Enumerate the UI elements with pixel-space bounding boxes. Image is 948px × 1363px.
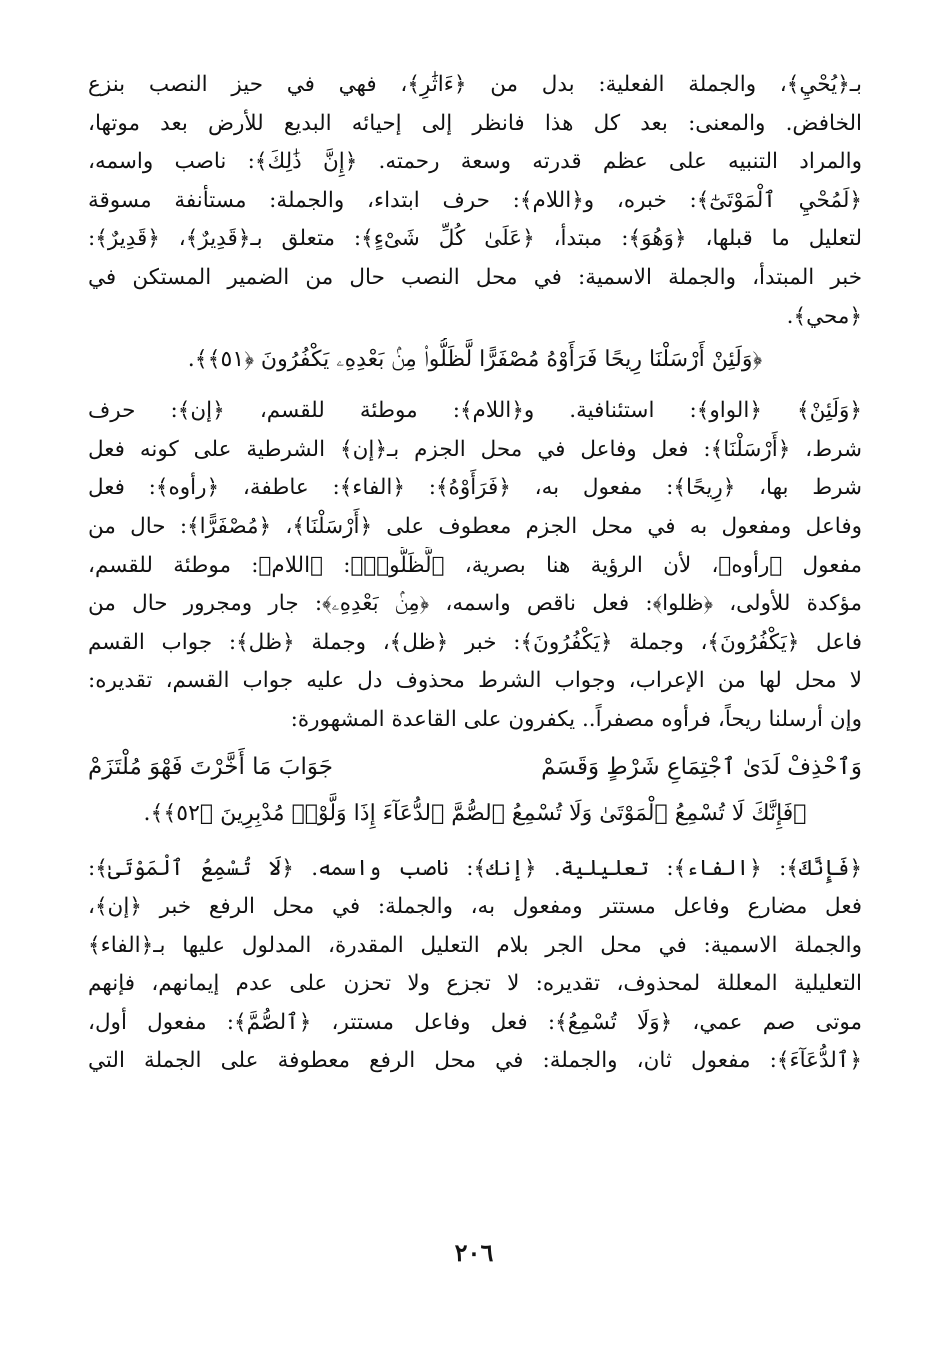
text-line: والجملة الاسمية: في محل الجر بلام التعليل المقدرة، المدلول عليها بـ﴿الفاء﴾ — [88, 932, 862, 958]
text-line: لتعليل ما قبلها، ﴿وَهُوَ﴾: مبتدأ، ﴿عَلَىٰ كُلِّ شَىْءٍ﴾: متعلق بـ﴿قَدِيرٌ﴾، ﴿قَدِيرٌ﴾: — [88, 226, 862, 252]
text-line: ﴿لَمُحْيِ ٱلْمَوْتَىٰٓ﴾: خبره، و﴿اللام﴾: حرف ابتداء، والجملة: مستأنفة مسوقة — [88, 187, 862, 213]
text-line: والمراد التنبيه على عظم قدرته وسعة رحمته. ﴿إِنَّ ذَٰلِكَ﴾: ناصب واسمه، — [88, 149, 862, 175]
text-line: ﴿ٱلدُّعَآءَ﴾: مفعول ثان، والجملة: في محل الرفع معطوفة على الجملة التي — [88, 1048, 862, 1074]
quran-verse-52: ﴿فَإِنَّكَ لَا تُسْمِعُ ٱلْمَوْتَىٰ وَلَا تُسْمِعُ ٱلصُّمَّ ٱلدُّعَآءَ إِذَا وَلَّوْا۟ مُدْبِرِينَ ﴿٥٢﴾﴾. — [143, 800, 807, 826]
paragraph-2 — [88, 392, 862, 739]
text-line: فعل مضارع وفاعل مستتر ومفعول به، والجملة: في محل الرفع خبر ﴿إن﴾، — [88, 894, 862, 920]
page-number: ٢٠٦ — [454, 1238, 494, 1267]
text-line: شرط بها، ﴿رِيحًا﴾: مفعول به، ﴿فَرَأَوْهُ﴾: ﴿الفاء﴾: عاطفة، ﴿رأوه﴾: فعل — [88, 475, 862, 501]
poetry-first-half: وَٱحْذِفْ لَدَىٰ ٱجْتِمَاعِ شَرْطٍ وَقَسَمْ — [541, 753, 862, 780]
page-body — [88, 66, 862, 1081]
poetry-verse — [88, 744, 862, 790]
text-line: لا محل لها من الإعراب، وجواب الشرط محذوف دل عليه جواب القسم، تقديره: — [88, 668, 862, 694]
text-line: مؤكدة للأولى، ﴿ظلوا﴾: فعل ناقص واسمه، ﴿مِنۢ بَعْدِهِۦ﴾: جار ومجرور حال من — [88, 591, 862, 617]
text-line: مفعول ﴿رأوه﴾، لأن الرؤية هنا بصرية، ﴿لَّظَلُّوا۟﴾: ﴿اللام﴾: موطئة للقسم، — [88, 552, 862, 578]
text-line: وفاعل ومفعول به في محل الجزم معطوف على ﴿أَرْسَلْنَا﴾، ﴿مُصْفَرًّا﴾: حال من — [88, 513, 862, 539]
text-line: ﴿فَإِنَّكَ﴾: ﴿الفاء﴾: تعليلية. ﴿إنك﴾: ناصب واسمه. ﴿لَا تُسْمِعُ ٱلْمَوْتَىٰ﴾: — [88, 855, 862, 881]
quran-verse-51: ﴿وَلَئِنْ أَرْسَلْنَا رِيحًا فَرَأَوْهُ مُصْفَرًّا لَّظَلُّوا۟ مِنۢ بَعْدِهِۦ يَكْفُرُونَ ﴿٥١﴾﴾. — [187, 347, 763, 373]
text-line: وإن أرسلنا ريحاً، فرأوه مصفراً.. يكفرون على القاعدة المشهورة: — [290, 706, 862, 732]
text-line: فاعل ﴿يَكْفُرُونَ﴾، وجملة ﴿يَكْفُرُونَ﴾: خبر ﴿ظل﴾، وجملة ﴿ظل﴾: جواب القسم — [88, 629, 862, 655]
text-line: شرط، ﴿أَرْسَلْنَا﴾: فعل وفاعل في محل الجزم بـ﴿إن﴾ الشرطية على كونه فعل — [88, 436, 862, 462]
text-line: موتى صم عمي، ﴿وَلَا تُسْمِعُ﴾: فعل وفاعل مستتر، ﴿ٱلصُّمَّ﴾: مفعول أول، — [88, 1009, 862, 1035]
paragraph-1 — [88, 66, 862, 336]
text-line: التعليلية المعللة لمحذوف، تقديره: لا تجزع ولا تحزن على عدم إيمانهم، فإنهم — [88, 971, 862, 997]
text-line: ﴿وَلَئِنْ﴾ ﴿الواو﴾: استئنافية. و﴿اللام﴾: موطئة للقسم، ﴿إن﴾: حرف — [88, 398, 862, 424]
text-line: بـ﴿يُحْيِ﴾، والجملة الفعلية: بدل من ﴿ءَاثَٰرِ﴾، فهي في حيز النصب بنزع — [88, 72, 862, 97]
paragraph-3 — [88, 850, 862, 1082]
text-line: ﴿محي﴾. — [786, 303, 862, 329]
text-line: الخافض. والمعنى: بعد كل هذا فانظر إلى إحيائه البديع للأرض بعد موتها، — [88, 110, 862, 136]
text-line: خبر المبتدأ، والجملة الاسمية: في محل النصب حال من الضمير المستكن في — [88, 264, 862, 290]
poetry-second-half: جَوَابَ مَا أَخَّرْتَ فَهْوَ مُلْتَزَمْ — [88, 753, 333, 780]
